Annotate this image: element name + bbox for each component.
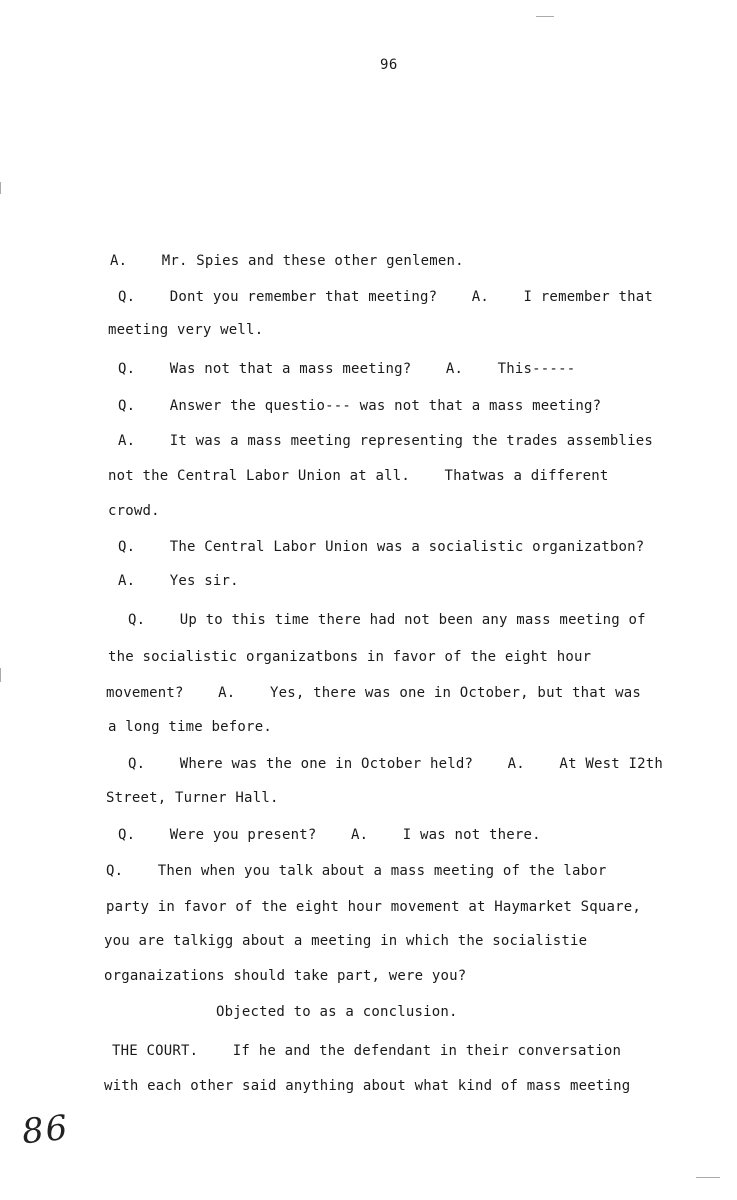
transcript-line: you are talkigg about a meeting in which the socialistie: [104, 933, 588, 949]
scan-mark: [0, 182, 1, 194]
transcript-line: Q. Were you present? A. I was not there.: [118, 827, 541, 843]
transcript-line: THE COURT. If he and the defendant in their conversation: [112, 1043, 622, 1059]
transcript-line: Q. Answer the questio--- was not that a mass meeting?: [118, 398, 602, 414]
transcript-line: the socialistic organizatbons in favor of the eight hour: [108, 649, 592, 665]
handwritten-page-note: 86: [20, 1107, 72, 1153]
scan-mark: [696, 1177, 720, 1178]
transcript-line: movement? A. Yes, there was one in October, but that was: [106, 685, 641, 701]
transcript-line: a long time before.: [108, 719, 272, 735]
transcript-line: Street, Turner Hall.: [106, 790, 279, 806]
transcript-line: Q. The Central Labor Union was a socialistic organizatbon?: [118, 539, 645, 555]
transcript-line: crowd.: [108, 503, 160, 519]
transcript-line: party in favor of the eight hour movement at Haymarket Square,: [106, 899, 641, 915]
transcript-line: Q. Then when you talk about a mass meeting of the labor: [106, 863, 607, 879]
transcript-line: Q. Was not that a mass meeting? A. This-----: [118, 361, 576, 377]
transcript-line: Q. Up to this time there had not been any mass meeting of: [128, 612, 646, 628]
transcript-line: Q. Where was the one in October held? A. At West I2th: [128, 756, 663, 772]
scan-mark: [0, 668, 1, 682]
transcript-line: with each other said anything about what kind of mass meeting: [104, 1078, 631, 1094]
transcript-line: organaizations should take part, were you?: [104, 968, 467, 984]
transcript-line: A. It was a mass meeting representing the trades assemblies: [118, 433, 653, 449]
transcript-line: A. Yes sir.: [118, 573, 239, 589]
transcript-line: meeting very well.: [108, 322, 264, 338]
transcript-line: Q. Dont you remember that meeting? A. I remember that: [118, 289, 653, 305]
transcript-line: A. Mr. Spies and these other genlemen.: [110, 253, 464, 269]
scan-mark: [536, 16, 554, 17]
transcript-line: not the Central Labor Union at all. Thatwas a different: [108, 468, 609, 484]
page-number: 96: [380, 57, 398, 73]
transcript-line: Objected to as a conclusion.: [216, 1004, 458, 1020]
